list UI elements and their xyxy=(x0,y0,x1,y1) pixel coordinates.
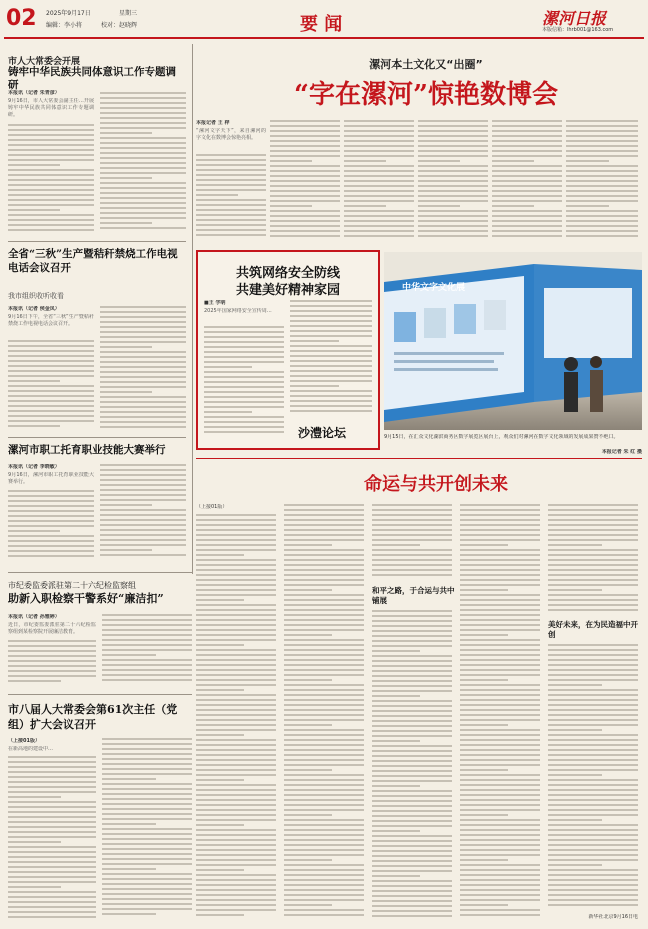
commentary-body-text xyxy=(290,300,372,416)
article-lead: 在新高地的建设中… xyxy=(8,746,54,752)
article-byline: 本报讯（记者 侯金凤） xyxy=(8,306,60,312)
editor: 编辑：李小将 xyxy=(46,22,83,29)
article-body-text xyxy=(548,504,638,616)
divider xyxy=(8,437,186,438)
article-body-text xyxy=(270,120,340,242)
article-body-text xyxy=(344,120,414,242)
divider xyxy=(8,694,192,695)
main-article xyxy=(196,44,642,244)
article-kicker: 市人大常委会开展 xyxy=(8,57,81,67)
article-kicker: 漯河本土文化又“出圈” xyxy=(369,58,483,71)
article-title: 市八届人大常委会第61次主任（党组）扩大会议召开 xyxy=(8,703,178,731)
proofreader: 校对：赵晓辉 xyxy=(101,22,138,29)
article-body-text xyxy=(284,504,364,922)
masthead-rule xyxy=(4,37,644,39)
article-body-text xyxy=(100,92,186,236)
article-byline: （上接01版） xyxy=(8,738,40,744)
article-title: 助新入职检察干警系好“廉洁扣” xyxy=(8,592,164,605)
article-footer: 新华社北京9月16日电 xyxy=(588,914,638,920)
column-divider xyxy=(192,44,193,574)
divider xyxy=(8,241,186,242)
article-lead: “漯河文字天下”，来自漯河的字文化在数博会惊艳亮相。 xyxy=(196,128,266,141)
article-title: 全省“三秋”生产暨秸秆禁烧工作电视电话会议召开 xyxy=(8,248,178,274)
article-body-text xyxy=(102,738,192,922)
article-body-text xyxy=(372,504,452,580)
article-body-text xyxy=(566,120,638,242)
article-body-text xyxy=(196,514,276,922)
article-title: “字在漯河”惊艳数博会 xyxy=(294,80,558,110)
article-byline: 本报记者 王 梓 xyxy=(196,120,230,126)
commentary-title-line1: 共筑网络安全防线 xyxy=(235,266,340,281)
left-column xyxy=(8,44,186,564)
article-body-text xyxy=(8,340,94,432)
section-rule xyxy=(196,458,642,459)
article-body-text xyxy=(8,124,94,236)
article-lead: 9月16日，市人大常委会副主任…开展铸牢中华民族共同体意识工作专题调研。 xyxy=(8,98,94,118)
article-subtitle: 我市组织收听收看 xyxy=(8,292,64,300)
article-title: 命运与共开创未来 xyxy=(364,474,508,495)
news-photo xyxy=(384,252,642,430)
article-lead: 9月16日，漯河市职工托育职业技能大赛举行。 xyxy=(8,472,94,485)
photo-credit: 本报记者 朱 红 摄 xyxy=(601,449,642,455)
article-lead: 近日，市纪委监委派驻第二十六纪检监察组到某检察院开展廉洁教育。 xyxy=(8,622,96,635)
article-byline: 本报讯（记者 孙雅婷） xyxy=(8,614,60,620)
article-subhead: 和平之路，于合运与共中铺展 xyxy=(372,586,455,605)
article-body-text xyxy=(548,644,638,910)
article-kicker: 市纪委监委派驻第二十六纪检监察组 xyxy=(8,581,136,590)
article-lead: 9月16日下午，全省“三秋”生产暨秸秆禁烧工作电视电话会议召开。 xyxy=(8,314,94,327)
article-body-text xyxy=(8,756,96,922)
forum-logo-text: 沙澧论坛 xyxy=(298,426,347,440)
paper-logo: 漯河日报 xyxy=(542,9,607,28)
divider xyxy=(8,572,192,573)
article-body-text xyxy=(196,154,266,242)
article-body-text xyxy=(492,120,562,242)
article-title: 漯河市职工托育职业技能大赛举行 xyxy=(8,444,166,456)
masthead xyxy=(0,0,648,38)
commentary-title-line2: 共建美好精神家园 xyxy=(235,283,340,298)
section-name: 要 闻 xyxy=(300,14,343,35)
article-body-text xyxy=(102,614,192,688)
weekday: 星期三 xyxy=(119,10,138,17)
article-byline: 本报讯（记者 李晓敏） xyxy=(8,464,60,470)
article-body-text xyxy=(418,120,488,242)
article-title: 铸牢中华民族共同体意识工作专题调研 xyxy=(8,66,176,91)
article-body-text xyxy=(372,610,452,922)
email: 本版信箱：lhrb001@163.com xyxy=(542,27,614,33)
article-subhead: 美好未来，在为民造福中开创 xyxy=(548,620,638,639)
article-body-text xyxy=(460,504,540,922)
article-body-text xyxy=(100,464,186,560)
article-body-text xyxy=(8,640,96,688)
date: 2025年9月17日 xyxy=(46,10,91,17)
article-byline: （上接01版） xyxy=(196,504,228,510)
commentary-body-text xyxy=(204,326,284,438)
page-number: 02 xyxy=(6,6,37,31)
forum-logo xyxy=(290,422,372,442)
bottom-right-article xyxy=(196,462,642,926)
bottom-left-article xyxy=(8,698,192,926)
photo-caption: 9月15日，在汇众文化湖滨商务区数字展览区展台上，观众们对漯河在数字文化领域的发展成果赞不绝口。 xyxy=(384,434,619,440)
exhibition-photo xyxy=(384,252,642,430)
board-text: 中华文字文化展 xyxy=(402,283,466,293)
commentary-lead: 2025年国家网络安全宣传周… xyxy=(204,308,272,314)
article-byline: 本报讯（记者 朱青彦） xyxy=(8,90,60,96)
commentary-byline: ■王 学明 xyxy=(204,300,226,306)
article-body-text xyxy=(100,306,186,432)
commentary-box xyxy=(196,250,380,450)
article-body-text xyxy=(8,490,94,560)
